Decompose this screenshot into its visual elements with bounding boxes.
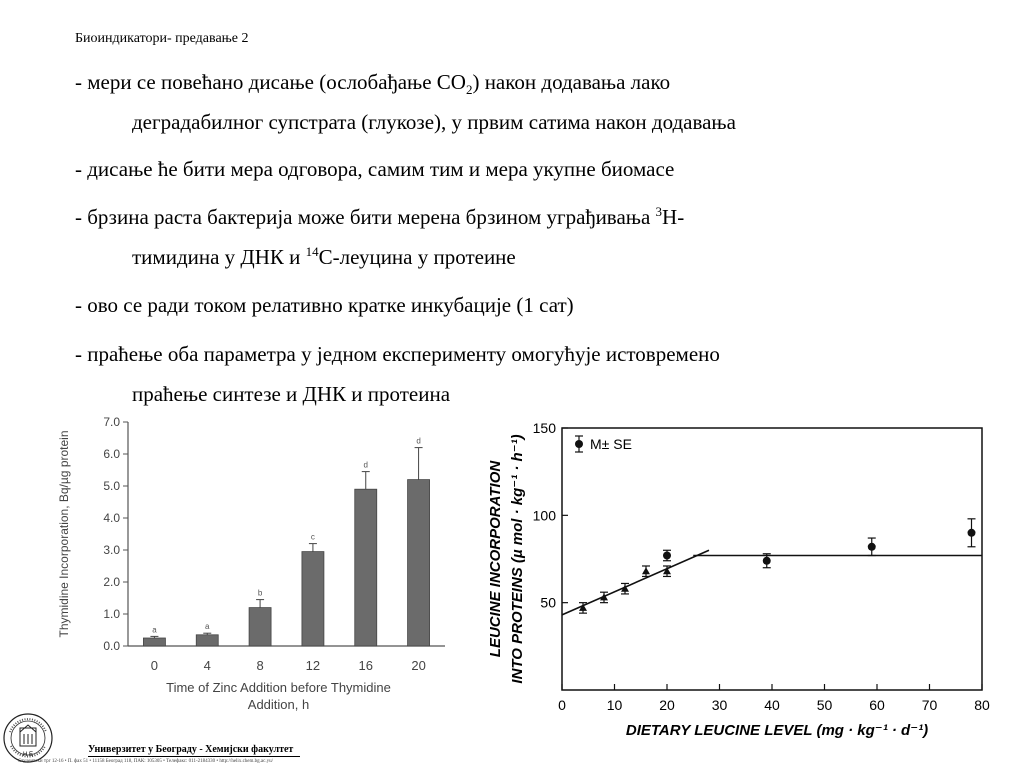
significance-letter: d bbox=[363, 460, 368, 470]
dot-point bbox=[763, 557, 771, 565]
bullet-4: - ово се ради током релативно кратке инкубације (1 сат) bbox=[75, 293, 574, 317]
x-tick-label: 30 bbox=[711, 697, 728, 713]
bar bbox=[302, 552, 324, 646]
university-logo bbox=[2, 712, 54, 764]
dot-point bbox=[868, 543, 876, 551]
x-tick-label: 0 bbox=[558, 697, 566, 713]
slide-header: Биоиндикатори- предавање 2 bbox=[75, 31, 249, 46]
significance-letter: b bbox=[257, 588, 263, 598]
bullet-3-line-1: - брзина раста бактерија може бити мерена брзином уграђивања $^3$H- bbox=[75, 204, 685, 229]
bullet-3-line-2: тимидина у ДНК и $^{14}$C-леуцина у протеине bbox=[132, 244, 516, 269]
bullet-2: - дисање ће бити мера одговора, самим тим и мера укупне биомасе bbox=[75, 157, 675, 181]
x-tick-label: 80 bbox=[974, 697, 990, 713]
y-tick-label: 3.0 bbox=[103, 543, 120, 557]
y-tick-label: 5.0 bbox=[103, 479, 120, 493]
x-tick-label: 16 bbox=[358, 658, 373, 673]
y-axis-label: Thymidine Incorporation, Bq/µg protein bbox=[57, 430, 71, 638]
x-tick-label: 40 bbox=[764, 697, 780, 713]
significance-letter: d bbox=[416, 436, 421, 446]
legend-dot bbox=[575, 440, 583, 448]
x-tick-label: 0 bbox=[150, 658, 159, 673]
y-tick-label: 50 bbox=[540, 594, 556, 611]
significance-letter: a bbox=[205, 622, 210, 632]
bullet-5-line-1: - праћење оба параметра у једном експерименту омогућује истовремено bbox=[75, 342, 720, 366]
y-axis-label-line-2: INTO PROTEINS (µ mol · kg⁻¹ · h⁻¹) bbox=[509, 434, 526, 684]
footer-address: Студентски трг 12-16 • П. фах 51 • 11158 Београд 118, ПАК: 105305 • Телефакс: 011-2184330 • http://helix.chem.bg.ac.yu/ bbox=[18, 759, 273, 764]
svg-text:Н Е: Н Е bbox=[22, 752, 34, 758]
regression-line bbox=[562, 550, 709, 615]
x-tick-label: 70 bbox=[921, 697, 938, 713]
plot-frame bbox=[562, 428, 982, 690]
bullet-1-line-1: - мери се повећано дисање (ослобађање $CO_2$) након додавања лако bbox=[75, 70, 671, 98]
x-tick-label: 20 bbox=[659, 697, 675, 713]
bullet-5-line-2: праћење синтезе и ДНК и протеина bbox=[132, 382, 451, 406]
bar bbox=[196, 635, 218, 646]
x-tick-label: 50 bbox=[816, 697, 833, 713]
x-tick-label: 10 bbox=[606, 697, 623, 713]
significance-letter: a bbox=[152, 625, 157, 635]
dot-point bbox=[663, 552, 671, 560]
y-tick-label: 100 bbox=[532, 507, 556, 524]
y-tick-label: 4.0 bbox=[103, 511, 120, 525]
x-tick-label: 60 bbox=[869, 697, 885, 713]
x-tick-label: 8 bbox=[256, 658, 264, 673]
significance-letter: c bbox=[310, 532, 315, 542]
y-tick-label: 1.0 bbox=[103, 607, 120, 621]
x-tick-label: 4 bbox=[203, 658, 211, 673]
bullet-1-line-2: деградабилног супстрата (глукозе), у првим сатима након додавања bbox=[132, 110, 736, 134]
bar bbox=[249, 608, 271, 646]
leucine-incorporation-chart bbox=[470, 410, 1000, 740]
dot-point bbox=[968, 529, 976, 537]
footer-rule bbox=[88, 756, 300, 757]
y-tick-label: 2.0 bbox=[103, 575, 120, 589]
x-axis-label-line-2: Addition, h bbox=[247, 697, 310, 712]
bar bbox=[355, 489, 377, 646]
thymidine-bar-chart bbox=[50, 410, 460, 720]
triangle-point bbox=[642, 567, 650, 574]
bar bbox=[143, 638, 165, 646]
y-tick-label: 7.0 bbox=[103, 415, 120, 429]
x-tick-label: 20 bbox=[411, 658, 426, 673]
x-axis-label: DIETARY LEUCINE LEVEL (mg · kg⁻¹ · d⁻¹) bbox=[625, 722, 929, 739]
y-axis-label-line-1: LEUCINE INCORPORATION bbox=[487, 460, 504, 658]
y-tick-label: 6.0 bbox=[103, 447, 120, 461]
legend-label: M± SE bbox=[590, 436, 632, 452]
y-tick-label: 150 bbox=[532, 420, 556, 436]
x-tick-label: 12 bbox=[305, 658, 321, 673]
x-axis-label-line-1: Time of Zinc Addition before Thymidine bbox=[166, 680, 391, 695]
footer-university: Универзитет у Београду - Хемијски факултет bbox=[88, 744, 294, 755]
bar bbox=[408, 480, 430, 646]
y-tick-label: 0.0 bbox=[103, 639, 120, 653]
